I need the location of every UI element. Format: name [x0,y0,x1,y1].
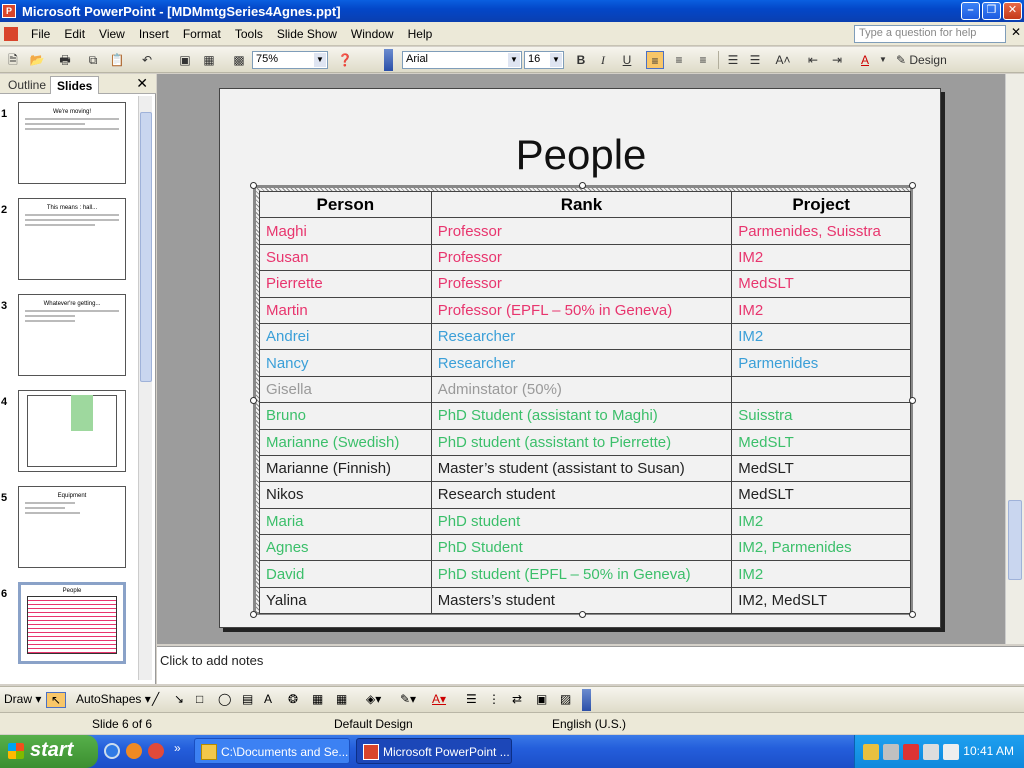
task-label: Microsoft PowerPoint ... [383,745,510,759]
insert-table-icon[interactable]: ▦ [203,53,215,67]
cell-rank[interactable]: Adminstator (50%) [431,376,732,402]
cell-project[interactable]: IM2, Parmenides [732,535,911,561]
resize-handle[interactable] [250,397,257,404]
cell-person[interactable]: Agnes [260,535,432,561]
align-center-icon[interactable]: ≡ [675,53,683,67]
diagram-icon[interactable]: ❂ [288,692,299,706]
notes-pane[interactable] [157,646,1024,684]
cell-person[interactable]: Maghi [260,218,432,244]
shadow-icon[interactable]: ▣ [536,692,548,706]
tab-slides[interactable]: Slides [50,76,99,94]
thumbnail-text-line [25,320,75,322]
table-row [260,455,911,481]
cell-person[interactable]: Gisella [260,376,432,402]
font-size-select[interactable] [524,51,564,69]
cell-project[interactable]: IM2 [732,323,911,349]
slide-thumbnail-5[interactable] [18,486,126,568]
windows-logo-icon [8,743,24,759]
slide-title[interactable]: People [515,131,647,178]
thumbnail-number: 2 [1,204,8,216]
tray-icon[interactable] [863,744,879,760]
toolbar-grip[interactable] [384,49,393,71]
line-style-icon[interactable]: ☰ [466,692,477,706]
rectangle-icon[interactable]: □ [196,692,204,706]
thumbnail-text-line [25,512,80,514]
cell-person[interactable]: Martin [260,297,432,323]
design-button[interactable]: ✎ Design [896,53,947,67]
pane-tabs [0,74,156,94]
table-body [260,218,911,614]
cell-person[interactable]: Yalina [260,587,432,613]
table-row [260,482,911,508]
cell-rank[interactable]: Professor (EPFL – 50% in Geneva) [431,297,732,323]
start-label: start [30,739,74,761]
cell-project[interactable]: MedSLT [732,482,911,508]
select-pointer-icon[interactable]: ↖ [46,692,66,708]
cell-person[interactable]: David [260,561,432,587]
align-left-icon[interactable]: ≡ [646,51,664,69]
restore-button[interactable]: ❐ [982,2,1001,20]
table-header-row [260,192,911,218]
bullet-list-icon[interactable]: ☰ [749,53,761,67]
slide-thumbnail-4[interactable] [18,390,126,472]
table-row [260,535,911,561]
resize-handle[interactable] [250,182,257,189]
close-document-icon[interactable]: ✕ [1010,25,1021,39]
font-color-icon[interactable]: A▾ [432,692,447,706]
oval-icon[interactable]: ◯ [218,692,232,706]
help-icon[interactable]: ❓ [337,53,353,67]
browser-icon[interactable] [148,743,164,759]
tray-icon[interactable] [903,744,919,760]
print-icon[interactable]: 🖶 [59,53,71,67]
thumbnail-number: 3 [1,300,8,312]
font-select[interactable] [402,51,522,69]
clipart-icon[interactable]: ▦ [312,692,324,706]
table-row [260,271,911,297]
cell-project[interactable]: IM2 [732,244,911,270]
taskbar-explorer-window[interactable] [194,738,350,764]
cell-person[interactable]: Marianne (Finnish) [260,455,432,481]
cell-rank[interactable]: Masters’s student [431,587,732,613]
powerpoint-icon [363,744,379,760]
table-row [260,323,911,349]
cell-project[interactable]: IM2 [732,508,911,534]
menu-insert[interactable]: Insert [138,26,169,41]
toolbar-grip[interactable] [582,689,591,711]
menu-slide-show[interactable]: Slide Show [276,26,337,41]
cell-rank[interactable]: Researcher [431,350,732,376]
slide-thumbnail-3[interactable] [18,294,126,376]
header-person[interactable]: Person [260,192,432,218]
taskbar [0,735,1024,768]
line-color-icon[interactable]: ✎▾ [400,692,417,706]
thumbnail-title: This means : hall... [46,205,98,211]
dash-style-icon[interactable]: ⋮ [488,692,500,706]
resize-handle[interactable] [909,397,916,404]
floor-plan-room [71,395,93,431]
menu-view[interactable]: View [99,26,125,41]
cell-project[interactable]: IM2, MedSLT [732,587,911,613]
menu-edit[interactable]: Edit [64,26,86,41]
new-file-icon[interactable]: 🗎 [8,53,18,67]
grid-icon[interactable]: ▩ [233,53,245,67]
resize-handle[interactable] [909,182,916,189]
numbered-list-icon[interactable]: ☰ [727,53,739,67]
thumbnail-text-line [25,214,119,216]
cell-project[interactable]: MedSLT [732,429,911,455]
autoshapes-menu[interactable]: AutoShapes ▾ [76,692,151,706]
slide-thumbnail-2[interactable] [18,198,126,280]
insert-chart-icon[interactable]: ▣ [179,53,191,67]
increase-font-icon[interactable]: A˄ [775,53,791,67]
cell-person[interactable]: Marianne (Swedish) [260,429,432,455]
close-button[interactable]: ✕ [1003,2,1022,20]
window-controls [961,2,1022,20]
textbox-icon[interactable]: ▤ [242,692,254,706]
underline-button[interactable]: U [622,53,632,67]
cell-person[interactable]: Susan [260,244,432,270]
cell-rank[interactable]: Master’s student (assistant to Susan) [431,455,732,481]
paste-icon[interactable]: 📋 [109,53,125,67]
cell-project[interactable]: IM2 [732,561,911,587]
cell-rank[interactable]: PhD student [431,508,732,534]
table-row [260,376,911,402]
cell-project[interactable]: Parmenides, Suisstra [732,218,911,244]
cell-project[interactable] [732,376,911,402]
thumbnail-text-line [25,224,95,226]
ie-icon[interactable] [104,743,120,759]
drawing-toolbar [0,686,1024,712]
align-right-icon[interactable]: ≡ [699,53,707,67]
cell-project[interactable]: Suisstra [732,403,911,429]
powerpoint-app-icon[interactable]: P [2,4,16,18]
cell-rank[interactable]: Professor [431,244,732,270]
folder-icon [201,744,217,760]
cell-person[interactable]: Bruno [260,403,432,429]
cell-project[interactable]: IM2 [732,297,911,323]
firefox-icon[interactable] [126,743,142,759]
thumbnail-title: Equipment [57,493,87,499]
menu-bar [0,22,1024,46]
table-row [260,244,911,270]
copy-icon[interactable]: ⧉ [88,53,98,67]
task-label: C:\Documents and Se... [221,745,349,759]
chevron-down-icon[interactable]: ▼ [879,55,887,64]
chevron-down-icon[interactable]: ▼ [550,53,562,67]
wordart-icon[interactable]: A [264,692,273,706]
bold-button[interactable]: B [576,53,586,67]
design-name: Default Design [334,717,413,731]
table-row [260,561,911,587]
scrollbar-thumb[interactable] [1008,500,1022,580]
cell-rank[interactable]: PhD student (EPFL – 50% in Geneva) [431,561,732,587]
cell-project[interactable]: Parmenides [732,350,911,376]
close-icon[interactable]: ✕ [136,75,148,91]
cell-rank[interactable]: Professor [431,271,732,297]
thumbnail-title: We're moving! [52,109,92,115]
thumbnail-text-line [25,128,119,130]
font-size-value: 16 [528,53,541,65]
cell-rank[interactable]: Professor [431,218,732,244]
cell-person[interactable]: Pierrette [260,271,432,297]
line-icon[interactable]: ╱ [152,692,160,706]
table-row [260,350,911,376]
thumbnail-title: People [62,588,82,594]
slide-canvas[interactable] [219,88,941,628]
cell-rank[interactable]: PhD Student [431,535,732,561]
font-color-icon[interactable]: A [860,53,869,67]
notes-placeholder[interactable]: Click to add notes [160,653,264,668]
arrow-icon[interactable]: ↘ [174,692,185,706]
table-selection-frame[interactable] [253,185,913,615]
cell-person[interactable]: Nancy [260,350,432,376]
tray-icon[interactable] [883,744,899,760]
cell-rank[interactable]: PhD student (assistant to Pierrette) [431,429,732,455]
quicklaunch-expand-icon[interactable]: » [174,741,181,755]
resize-handle[interactable] [579,182,586,189]
thumbnail-scrollbar[interactable] [138,96,152,680]
status-bar [0,712,1024,734]
undo-icon[interactable]: ↶ [141,53,153,67]
header-rank[interactable]: Rank [431,192,732,218]
thumbnail-number: 6 [1,588,8,600]
resize-handle[interactable] [579,611,586,618]
table-row [260,429,911,455]
menu-window[interactable]: Window [350,26,394,41]
taskbar-powerpoint-window[interactable] [356,738,512,764]
thumbnail-number: 1 [1,108,8,120]
thumbnail-text-line [25,502,75,504]
zoom-value: 75% [256,53,279,65]
menu-file[interactable]: File [31,26,51,41]
cell-project[interactable]: MedSLT [732,455,911,481]
table-row [260,297,911,323]
italic-button[interactable]: I [601,53,605,67]
slides-pane [0,74,156,684]
tab-outline[interactable]: Outline [8,78,47,92]
tray-icon[interactable] [923,744,939,760]
table-row [260,587,911,613]
language: English (U.S.) [552,717,627,731]
cell-project[interactable]: MedSLT [732,271,911,297]
help-search-input[interactable]: Type a question for help [854,25,1006,43]
zoom-select[interactable] [252,51,328,69]
thumbnail-text-line [25,507,65,509]
window-title-bar[interactable] [0,0,1024,22]
toolbar [0,47,1024,73]
decrease-indent-icon[interactable]: ⇤ [807,53,819,67]
font-value: Arial [406,53,429,65]
scrollbar-thumb[interactable] [140,112,152,382]
menu-help[interactable]: Help [407,26,433,41]
thumbnail-title: Whatever're getting... [43,301,101,307]
thumbnail-text-line [25,310,119,312]
minimize-button[interactable]: – [961,2,980,20]
editor-scrollbar[interactable] [1005,74,1024,644]
volume-icon[interactable] [943,744,959,760]
document-icon[interactable] [4,27,18,41]
cell-rank[interactable]: Research student [431,482,732,508]
thumbnail-text-line [25,123,85,125]
picture-icon[interactable]: ▦ [336,692,348,706]
cell-rank[interactable]: Researcher [431,323,732,349]
clock[interactable]: 10:41 AM [963,744,1014,758]
slide-editor [157,74,1007,644]
toolbar-separator [718,51,719,69]
cell-rank[interactable]: PhD Student (assistant to Maghi) [431,403,732,429]
table-row [260,508,911,534]
chevron-down-icon[interactable]: ▼ [508,53,520,67]
people-table[interactable] [259,191,911,614]
table-row [260,218,911,244]
thumbnail-number: 5 [1,492,8,504]
table-row [260,403,911,429]
arrow-style-icon[interactable]: ⇄ [512,692,523,706]
cell-person[interactable]: Andrei [260,323,432,349]
3d-icon[interactable]: ▨ [560,692,572,706]
start-button[interactable] [0,735,98,768]
header-project[interactable]: Project [732,192,911,218]
fill-color-icon[interactable]: ◈▾ [366,692,382,706]
open-file-icon[interactable]: 📂 [29,53,45,67]
thumbnail-table [27,596,117,654]
thumbnail-text-line [25,118,119,120]
slide-counter: Slide 6 of 6 [92,717,153,731]
cell-person[interactable]: Nikos [260,482,432,508]
draw-menu[interactable]: Draw ▾ [4,692,42,706]
window-title: Microsoft PowerPoint - [MDMmtgSeries4Agnes.ppt] [22,3,341,19]
resize-handle[interactable] [250,611,257,618]
design-label: Design [909,53,947,67]
cell-person[interactable]: Maria [260,508,432,534]
thumbnail-text-line [25,219,119,221]
menu-tools[interactable]: Tools [234,26,263,41]
thumbnail-number: 4 [1,396,8,408]
menu-format[interactable]: Format [182,26,221,41]
increase-indent-icon[interactable]: ⇥ [831,53,843,67]
thumbnail-text-line [25,315,75,317]
slide-thumbnail-6[interactable] [18,582,126,664]
chevron-down-icon[interactable]: ▼ [314,53,326,67]
slide-thumbnail-1[interactable] [18,102,126,184]
system-tray [854,735,1024,768]
resize-handle[interactable] [909,611,916,618]
